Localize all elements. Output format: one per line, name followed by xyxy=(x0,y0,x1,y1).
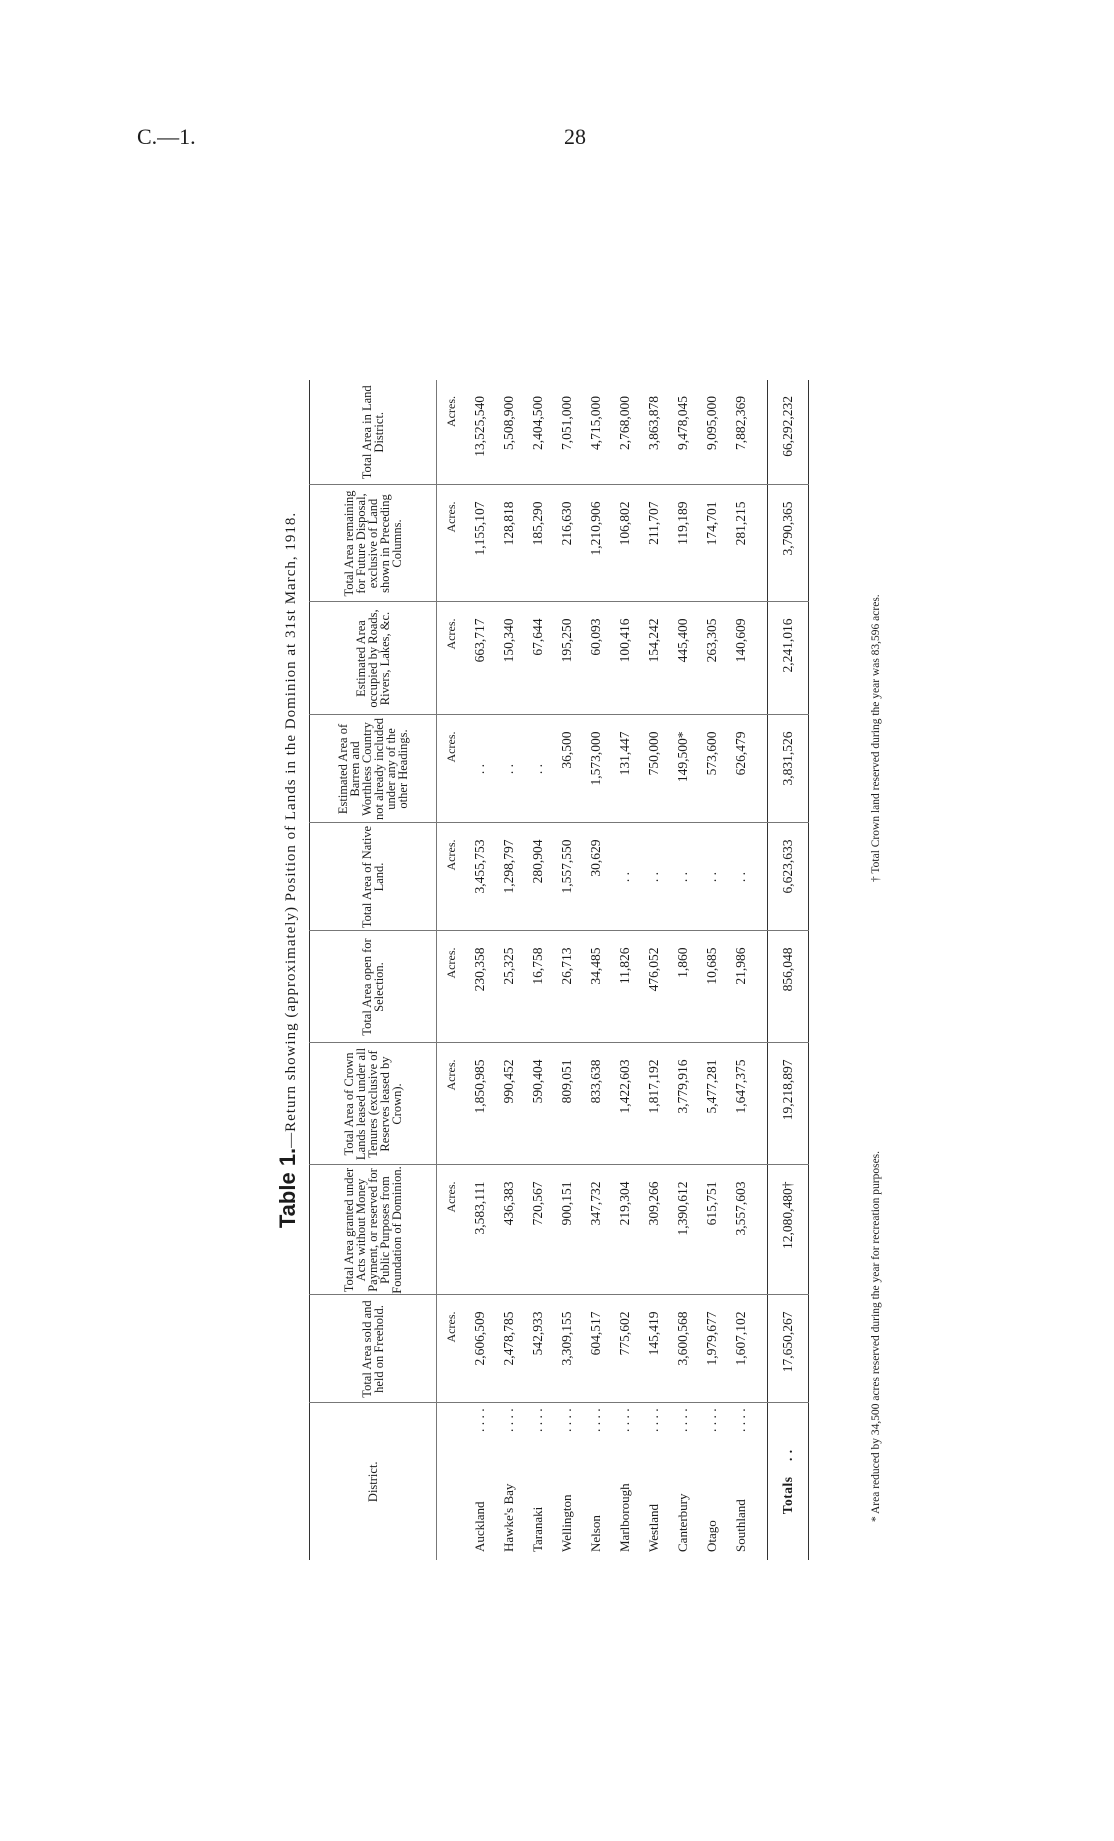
value-cell: 615,751 xyxy=(697,1165,726,1295)
district-name: Marlborough xyxy=(616,1483,632,1552)
value-cell: 2,404,500 xyxy=(523,380,552,485)
district-cell xyxy=(465,1403,494,1560)
value-cell: . . xyxy=(610,823,639,931)
leader-dots: . . xyxy=(616,1408,632,1419)
value-cell: 1,557,550 xyxy=(552,823,581,931)
leader-dots: . . xyxy=(732,1408,748,1419)
value-cell: 3,779,916 xyxy=(668,1043,697,1165)
leader-dots: . . xyxy=(703,1421,719,1432)
leader-dots: . . xyxy=(500,1408,516,1419)
leader-dots: . . xyxy=(703,1408,719,1419)
value-cell: 149,500* xyxy=(668,715,697,823)
value-cell: 1,573,000 xyxy=(581,715,610,823)
district-name: Canterbury xyxy=(674,1493,690,1552)
total-cell: 3,790,365 xyxy=(768,485,809,602)
value-cell: 1,390,612 xyxy=(668,1165,697,1295)
total-cell: 66,292,232 xyxy=(768,380,809,485)
total-cell: 12,080,480† xyxy=(768,1165,809,1295)
col-header-future-disposal: Total Area remaining for Future Disposal, exclusive of Land shown in Preceding Columns. xyxy=(310,485,437,602)
value-cell: 195,250 xyxy=(552,602,581,715)
value-cell: 9,478,045 xyxy=(668,380,697,485)
footnote-dagger: † Total Crown land reserved during the year was 83,596 acres. xyxy=(870,594,882,882)
value-cell: 3,583,111 xyxy=(465,1165,494,1295)
district-cell xyxy=(610,1403,639,1560)
leader-dots: . . xyxy=(616,1421,632,1432)
value-cell: . . xyxy=(639,823,668,931)
table-row xyxy=(465,380,494,1560)
value-cell: 7,051,000 xyxy=(552,380,581,485)
district-cell xyxy=(552,1403,581,1560)
value-cell: 1,607,102 xyxy=(726,1295,755,1403)
totals-label: Totals xyxy=(780,1476,795,1515)
value-cell: 10,685 xyxy=(697,931,726,1043)
value-cell: 13,525,540 xyxy=(465,380,494,485)
value-cell: . . xyxy=(668,823,697,931)
unit-cell: Acres. xyxy=(437,931,466,1043)
value-cell: 174,701 xyxy=(697,485,726,602)
totals-row xyxy=(768,380,809,1560)
district-name: Otago xyxy=(703,1520,719,1552)
value-cell: 1,298,797 xyxy=(494,823,523,931)
value-cell: 4,715,000 xyxy=(581,380,610,485)
value-cell: 309,266 xyxy=(639,1165,668,1295)
value-cell: 1,850,985 xyxy=(465,1043,494,1165)
value-cell: 150,340 xyxy=(494,602,523,715)
col-header-district: District. xyxy=(310,1403,437,1560)
units-row xyxy=(437,380,466,1560)
table-row xyxy=(552,380,581,1560)
page-number: 28 xyxy=(564,124,586,149)
units-cell-blank xyxy=(437,1403,466,1560)
unit-cell: Acres. xyxy=(437,823,466,931)
leader-dots: . . xyxy=(471,1421,487,1432)
table-title xyxy=(275,180,301,1560)
district-cell xyxy=(581,1403,610,1560)
value-cell: 145,419 xyxy=(639,1295,668,1403)
value-cell: 990,452 xyxy=(494,1043,523,1165)
value-cell: 1,210,906 xyxy=(581,485,610,602)
value-cell: 34,485 xyxy=(581,931,610,1043)
table-row xyxy=(523,380,552,1560)
col-header-total-area: Total Area in Land District. xyxy=(310,380,437,485)
district-name: Wellington xyxy=(558,1494,574,1552)
value-cell: 9,095,000 xyxy=(697,380,726,485)
value-cell: 5,477,281 xyxy=(697,1043,726,1165)
district-cell xyxy=(726,1403,755,1560)
district-cell xyxy=(697,1403,726,1560)
col-header-barren: Estimated Area of Barren and Worthless Country not already included under any of the other Headings. xyxy=(310,715,437,823)
value-cell: 30,629 xyxy=(581,823,610,931)
land-position-table xyxy=(309,380,809,1560)
leader-dots: . . xyxy=(645,1408,661,1419)
leader-dots: . . xyxy=(500,1421,516,1432)
value-cell: 3,600,568 xyxy=(668,1295,697,1403)
value-cell: 21,986 xyxy=(726,931,755,1043)
value-cell: 280,904 xyxy=(523,823,552,931)
value-cell: 26,713 xyxy=(552,931,581,1043)
col-header-native-land: Total Area of Native Land. xyxy=(310,823,437,931)
table-row xyxy=(581,380,610,1560)
district-cell xyxy=(494,1403,523,1560)
leader-dots: . . xyxy=(587,1408,603,1419)
unit-cell: Acres. xyxy=(437,602,466,715)
page-code: C.—1. xyxy=(137,124,196,149)
value-cell: 281,215 xyxy=(726,485,755,602)
table-row xyxy=(726,380,755,1560)
value-cell: 25,325 xyxy=(494,931,523,1043)
district-name: Auckland xyxy=(471,1501,487,1552)
totals-label-cell xyxy=(768,1403,809,1560)
district-name: Taranaki xyxy=(529,1506,545,1552)
value-cell: 3,557,603 xyxy=(726,1165,755,1295)
value-cell: 542,933 xyxy=(523,1295,552,1403)
leader-dots: . . xyxy=(558,1408,574,1419)
col-header-roads: Estimated Area occupied by Roads, Rivers, Lakes, &c. xyxy=(310,602,437,715)
value-cell: 3,309,155 xyxy=(552,1295,581,1403)
value-cell: 16,758 xyxy=(523,931,552,1043)
value-cell: 230,358 xyxy=(465,931,494,1043)
unit-cell: Acres. xyxy=(437,1165,466,1295)
value-cell: 590,404 xyxy=(523,1043,552,1165)
value-cell: 2,606,509 xyxy=(465,1295,494,1403)
value-cell: 720,567 xyxy=(523,1165,552,1295)
col-header-freehold: Total Area sold and held on Freehold. xyxy=(310,1295,437,1403)
value-cell: 185,290 xyxy=(523,485,552,602)
footnote-asterisk: * Area reduced by 34,500 acres reserved during the year for recreation purposes. xyxy=(870,1150,882,1522)
value-cell: 1,422,603 xyxy=(610,1043,639,1165)
leader-dots: . . xyxy=(471,1408,487,1419)
value-cell: 347,732 xyxy=(581,1165,610,1295)
value-cell: 216,630 xyxy=(552,485,581,602)
table-row xyxy=(697,380,726,1560)
value-cell: . . xyxy=(726,823,755,931)
unit-cell: Acres. xyxy=(437,485,466,602)
total-cell: 17,650,267 xyxy=(768,1295,809,1403)
value-cell: 604,517 xyxy=(581,1295,610,1403)
district-name: Southland xyxy=(732,1499,748,1552)
leader-dots: . . xyxy=(558,1421,574,1432)
value-cell: 219,304 xyxy=(610,1165,639,1295)
value-cell: . . xyxy=(697,823,726,931)
value-cell: 1,979,677 xyxy=(697,1295,726,1403)
district-name: Nelson xyxy=(587,1515,603,1552)
value-cell: 1,647,375 xyxy=(726,1043,755,1165)
leader-dots: . . xyxy=(732,1421,748,1432)
col-header-leased: Total Area of Crown Lands leased under all Tenures (exclusive of Reserves leased by Crown). xyxy=(310,1043,437,1165)
unit-cell: Acres. xyxy=(437,1043,466,1165)
table-row xyxy=(494,380,523,1560)
value-cell: 5,508,900 xyxy=(494,380,523,485)
value-cell: . . xyxy=(494,715,523,823)
value-cell: 119,189 xyxy=(668,485,697,602)
value-cell: 36,500 xyxy=(552,715,581,823)
value-cell: 1,860 xyxy=(668,931,697,1043)
value-cell: 445,400 xyxy=(668,602,697,715)
table-row xyxy=(668,380,697,1560)
value-cell: . . xyxy=(465,715,494,823)
value-cell: 436,383 xyxy=(494,1165,523,1295)
value-cell: 7,882,369 xyxy=(726,380,755,485)
leader-dots: . . xyxy=(780,1449,795,1461)
total-cell: 856,048 xyxy=(768,931,809,1043)
value-cell: 131,447 xyxy=(610,715,639,823)
value-cell: 809,051 xyxy=(552,1043,581,1165)
unit-cell: Acres. xyxy=(437,380,466,485)
total-cell: 6,623,633 xyxy=(768,823,809,931)
value-cell: 900,151 xyxy=(552,1165,581,1295)
value-cell: 573,600 xyxy=(697,715,726,823)
leader-dots: . . xyxy=(674,1421,690,1432)
leader-dots: . . xyxy=(529,1421,545,1432)
leader-dots: . . xyxy=(674,1408,690,1419)
value-cell: 750,000 xyxy=(639,715,668,823)
value-cell: 1,817,192 xyxy=(639,1043,668,1165)
district-cell xyxy=(639,1403,668,1560)
col-header-open-selection: Total Area open for Selection. xyxy=(310,931,437,1043)
value-cell: 626,479 xyxy=(726,715,755,823)
value-cell: 140,609 xyxy=(726,602,755,715)
value-cell: 106,802 xyxy=(610,485,639,602)
value-cell: 663,717 xyxy=(465,602,494,715)
table-row xyxy=(610,380,639,1560)
value-cell: 11,826 xyxy=(610,931,639,1043)
table-label: Table 1. xyxy=(275,1147,300,1229)
value-cell: 211,707 xyxy=(639,485,668,602)
leader-dots: . . xyxy=(529,1408,545,1419)
table-title-text: —Return showing (approximately) Position of Lands in the Dominion at 31st March, 1918. xyxy=(283,511,299,1148)
district-cell xyxy=(668,1403,697,1560)
unit-cell: Acres. xyxy=(437,1295,466,1403)
spacer-row xyxy=(755,380,768,1560)
district-name: Westland xyxy=(645,1503,661,1552)
rotated-table-page xyxy=(275,180,882,1560)
total-cell: 2,241,016 xyxy=(768,602,809,715)
total-cell: 3,831,526 xyxy=(768,715,809,823)
leader-dots: . . xyxy=(587,1421,603,1432)
value-cell: 60,093 xyxy=(581,602,610,715)
value-cell: 67,644 xyxy=(523,602,552,715)
col-header-granted: Total Area granted under Acts without Money Payment, or reserved for Public Purposes from Foundation of Dominion. xyxy=(310,1165,437,1295)
value-cell: 476,052 xyxy=(639,931,668,1043)
value-cell: 3,863,878 xyxy=(639,380,668,485)
value-cell: 154,242 xyxy=(639,602,668,715)
value-cell: 128,818 xyxy=(494,485,523,602)
value-cell: 775,602 xyxy=(610,1295,639,1403)
value-cell: 263,305 xyxy=(697,602,726,715)
table-row xyxy=(639,380,668,1560)
district-cell xyxy=(523,1403,552,1560)
header-row xyxy=(310,380,437,1560)
unit-cell: Acres. xyxy=(437,715,466,823)
leader-dots: . . xyxy=(645,1421,661,1432)
total-cell: 19,218,897 xyxy=(768,1043,809,1165)
district-name: Hawke's Bay xyxy=(500,1483,516,1552)
value-cell: 100,416 xyxy=(610,602,639,715)
value-cell: 2,768,000 xyxy=(610,380,639,485)
value-cell: 1,155,107 xyxy=(465,485,494,602)
value-cell: 833,638 xyxy=(581,1043,610,1165)
value-cell: 3,455,753 xyxy=(465,823,494,931)
value-cell: 2,478,785 xyxy=(494,1295,523,1403)
value-cell: . . xyxy=(523,715,552,823)
